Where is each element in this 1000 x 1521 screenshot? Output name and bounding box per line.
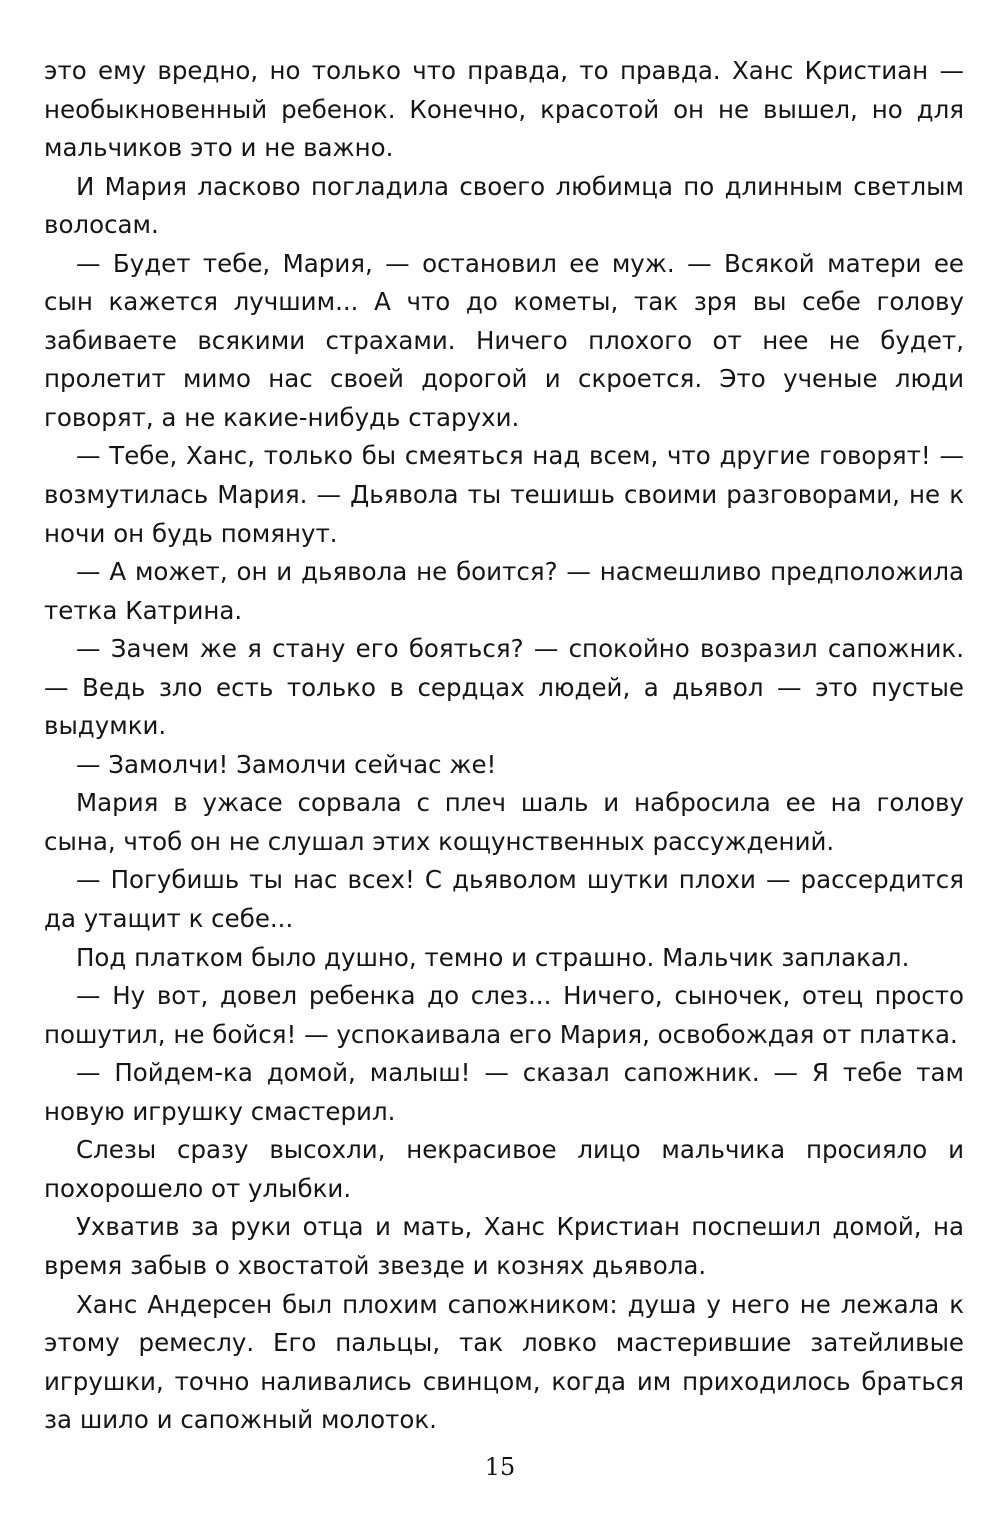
paragraph: Слезы сразу высохли, некрасивое лицо мальчика просияло и похорошело от улыбки.: [44, 1135, 964, 1203]
paragraph: Ханс Андерсен был плохим сапожником: душа у него не лежала к этому ремеслу. Его пальцы, так ловко мастерившие затейливые игрушки, точно наливались свинцом, когда им приходилось браться за шило и сапожный молоток.: [44, 1289, 964, 1435]
paragraph: — Зачем же я стану его бояться? — спокойно возразил сапожник. — Ведь зло есть только в сердцах людей, а дьявол — это пустые выдумки.: [44, 634, 964, 741]
paragraph: — Тебе, Ханс, только бы смеяться над всем, что другие говорят! — возмутилась Мария. — Дьявола ты тешишь своими разговорами, не к ночи он будь помянут.: [44, 441, 964, 548]
page-number: 15: [484, 1453, 516, 1481]
paragraph: — Замолчи! Замолчи сейчас же!: [76, 749, 497, 779]
paragraph: — А может, он и дьявола не боится? — насмешливо предположила тетка Катрина.: [44, 557, 964, 625]
paragraph: — Ну вот, довел ребенка до слез... Ничего, сыночек, отец просто пошутил, не бойся! — успокаивала его Мария, освобождая от платка.: [44, 981, 964, 1049]
paragraph: — Пойдем-ка домой, малыш! — сказал сапожник. — Я тебе там новую игрушку смастерил.: [44, 1058, 964, 1126]
paragraph: — Будет тебе, Мария, — остановил ее муж. — Всякой матери ее сын кажется лучшим... А что до кометы, так зря вы себе голову забиваете всякими страхами. Ничего плохого от нее не будет, пролетит мимо нас своей дорогой и скроется. Это ученые люди говорят, а не какие-нибудь старухи.: [44, 248, 964, 432]
paragraph: Ухватив за руки отца и мать, Ханс Кристиан поспешил домой, на время забыв о хвостатой звезде и кознях дьявола.: [44, 1212, 964, 1280]
paragraph: это ему вредно, но только что правда, то правда. Ханс Кристиан — необыкновенный ребенок. Конечно, красотой он не вышел, но для мальчиков это и не важно.: [44, 56, 964, 163]
body-text: [44, 52, 964, 1440]
paragraph: Под платком было душно, темно и страшно. Мальчик заплакал.: [76, 942, 910, 972]
paragraph: Мария в ужасе сорвала с плеч шаль и набросила ее на голову сына, чтоб он не слушал этих кощунственных рассуждений.: [44, 788, 964, 856]
paragraph: И Мария ласково погладила своего любимца по длинным светлым волосам.: [44, 171, 964, 240]
paragraph: — Погубишь ты нас всех! С дьяволом шутки плохи — рассердится да утащит к себе...: [44, 865, 964, 934]
